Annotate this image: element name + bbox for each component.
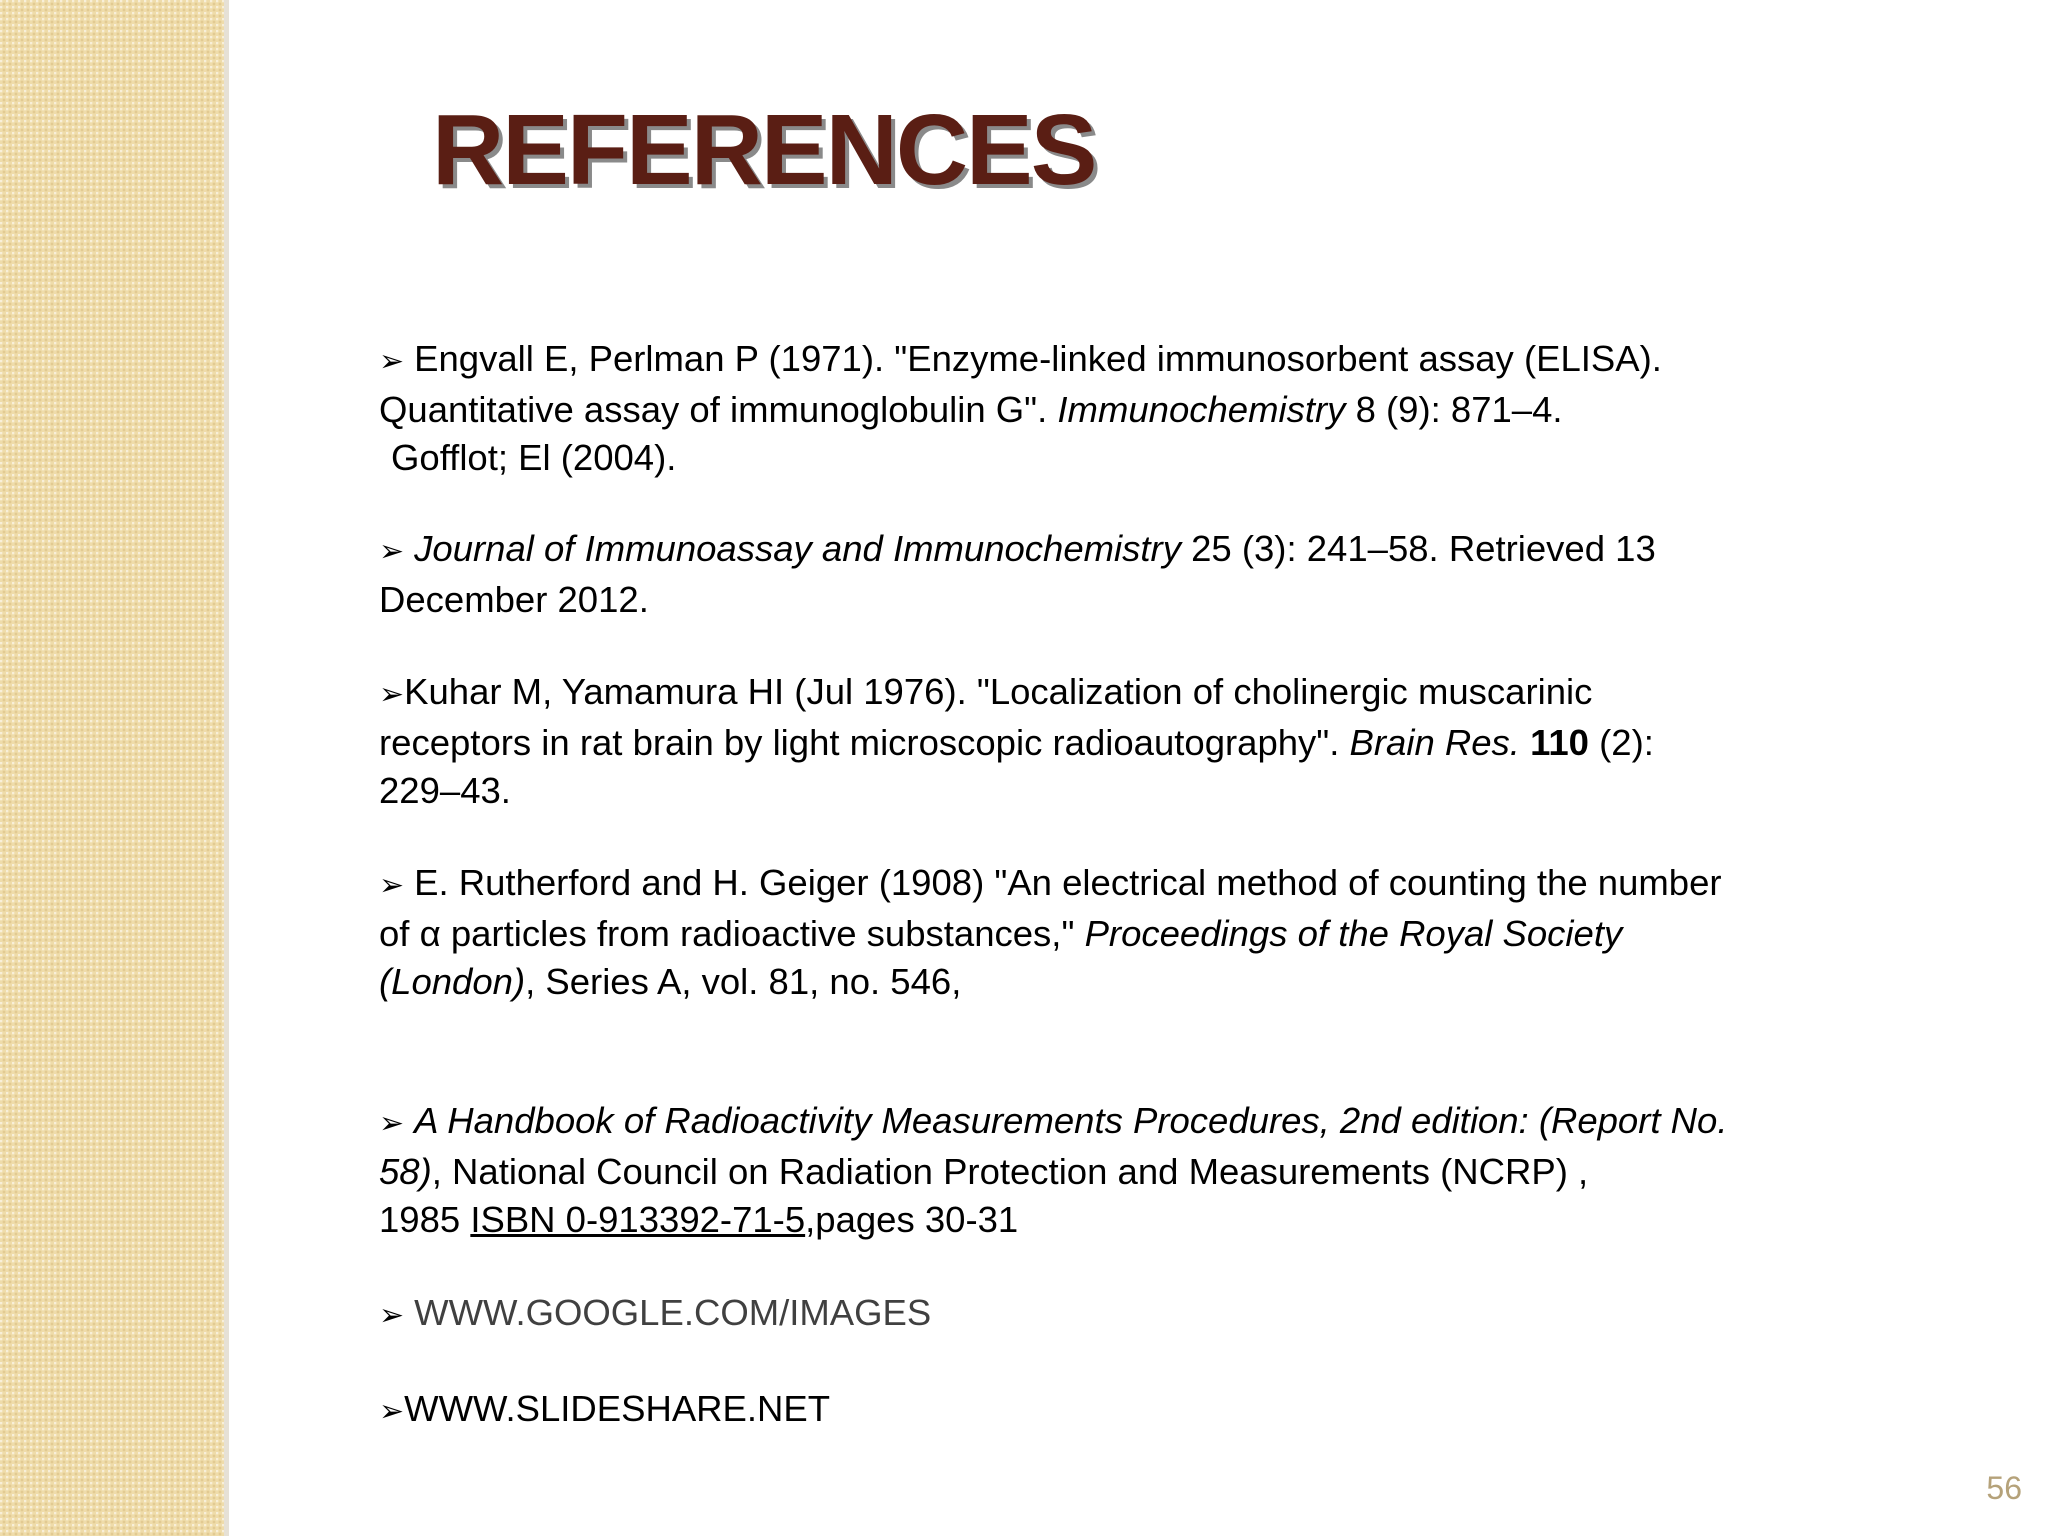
reference-text: 8 (9): 871–4. xyxy=(1345,389,1563,430)
journal-name: (London) xyxy=(379,961,526,1002)
reference-item xyxy=(379,1289,1879,1340)
decorative-side-panel xyxy=(0,0,224,1536)
book-title: A Handbook of Radioactivity Measurements Procedures, 2nd edition: (Report No. xyxy=(414,1100,1728,1141)
arrowhead-bullet-icon: ➢ xyxy=(379,1107,405,1140)
reference-line xyxy=(379,910,1879,958)
reference-item xyxy=(379,1385,1879,1436)
reference-text: E. Rutherford and H. Geiger (1908) "An electrical method of counting the number xyxy=(414,862,1722,903)
journal-name: Proceedings of the Royal Society xyxy=(1084,913,1623,954)
reference-text: (2): xyxy=(1588,722,1654,763)
reference-text: , National Council on Radiation Protection and Measurements (NCRP) , xyxy=(431,1151,1589,1192)
reference-line xyxy=(379,525,1879,576)
arrowhead-bullet-icon: ➢ xyxy=(379,345,405,378)
volume-number: 110 xyxy=(1530,722,1589,763)
reference-line xyxy=(379,386,1879,434)
reference-text: Kuhar M, Yamamura HI (Jul 1976). "Localization of cholinergic muscarinic xyxy=(404,671,1593,712)
reference-line xyxy=(379,1196,1879,1244)
reference-line xyxy=(379,719,1879,767)
reference-text: 229–43. xyxy=(379,770,511,811)
reference-line xyxy=(379,434,1879,482)
reference-item xyxy=(379,335,1879,482)
reference-item xyxy=(379,1097,1879,1244)
reference-text: ,pages 30-31 xyxy=(805,1199,1019,1240)
arrowhead-bullet-icon: ➢ xyxy=(379,869,405,902)
reference-line xyxy=(379,859,1879,910)
journal-name: Journal of Immunoassay and Immunochemistry xyxy=(414,528,1181,569)
reference-text: , Series A, vol. 81, no. 546, xyxy=(525,961,962,1002)
reference-line xyxy=(379,1097,1879,1148)
reference-line xyxy=(379,767,1879,815)
reference-line xyxy=(379,1385,1879,1436)
reference-text: Gofflot; El (2004). xyxy=(391,437,677,478)
reference-text: December 2012. xyxy=(379,579,649,620)
website-reference: WWW.SLIDESHARE.NET xyxy=(404,1388,831,1429)
reference-line xyxy=(379,335,1879,386)
book-title: 58) xyxy=(379,1151,432,1192)
reference-item xyxy=(379,668,1879,815)
journal-name: Brain Res. xyxy=(1349,722,1520,763)
reference-text: 1985 xyxy=(379,1199,471,1240)
reference-text: 25 (3): 241–58. Retrieved 13 xyxy=(1180,528,1656,569)
reference-line xyxy=(379,668,1879,719)
arrowhead-bullet-icon: ➢ xyxy=(379,535,405,568)
reference-line xyxy=(379,1148,1879,1196)
slide-title: REFERENCES xyxy=(432,94,1096,206)
reference-line xyxy=(379,958,1879,1006)
reference-item xyxy=(379,525,1879,624)
arrowhead-bullet-icon: ➢ xyxy=(379,1299,405,1332)
website-reference: WWW.GOOGLE.COM/IMAGES xyxy=(414,1292,932,1333)
isbn-link[interactable]: ISBN 0-913392-71-5 xyxy=(470,1199,806,1240)
side-panel-edge xyxy=(224,0,229,1536)
reference-line xyxy=(379,1289,1879,1340)
arrowhead-bullet-icon: ➢ xyxy=(379,678,405,711)
reference-text: receptors in rat brain by light microscopic radioautography". xyxy=(379,722,1350,763)
reference-text: of α particles from radioactive substances," xyxy=(379,913,1085,954)
reference-text: Engvall E, Perlman P (1971). "Enzyme-linked immunosorbent assay (ELISA). xyxy=(414,338,1662,379)
reference-line xyxy=(379,576,1879,624)
reference-item xyxy=(379,859,1879,1006)
arrowhead-bullet-icon: ➢ xyxy=(379,1395,405,1428)
page-number: 56 xyxy=(1986,1470,2022,1506)
reference-text: Quantitative assay of immunoglobulin G". xyxy=(379,389,1058,430)
journal-name: Immunochemistry xyxy=(1057,389,1346,430)
